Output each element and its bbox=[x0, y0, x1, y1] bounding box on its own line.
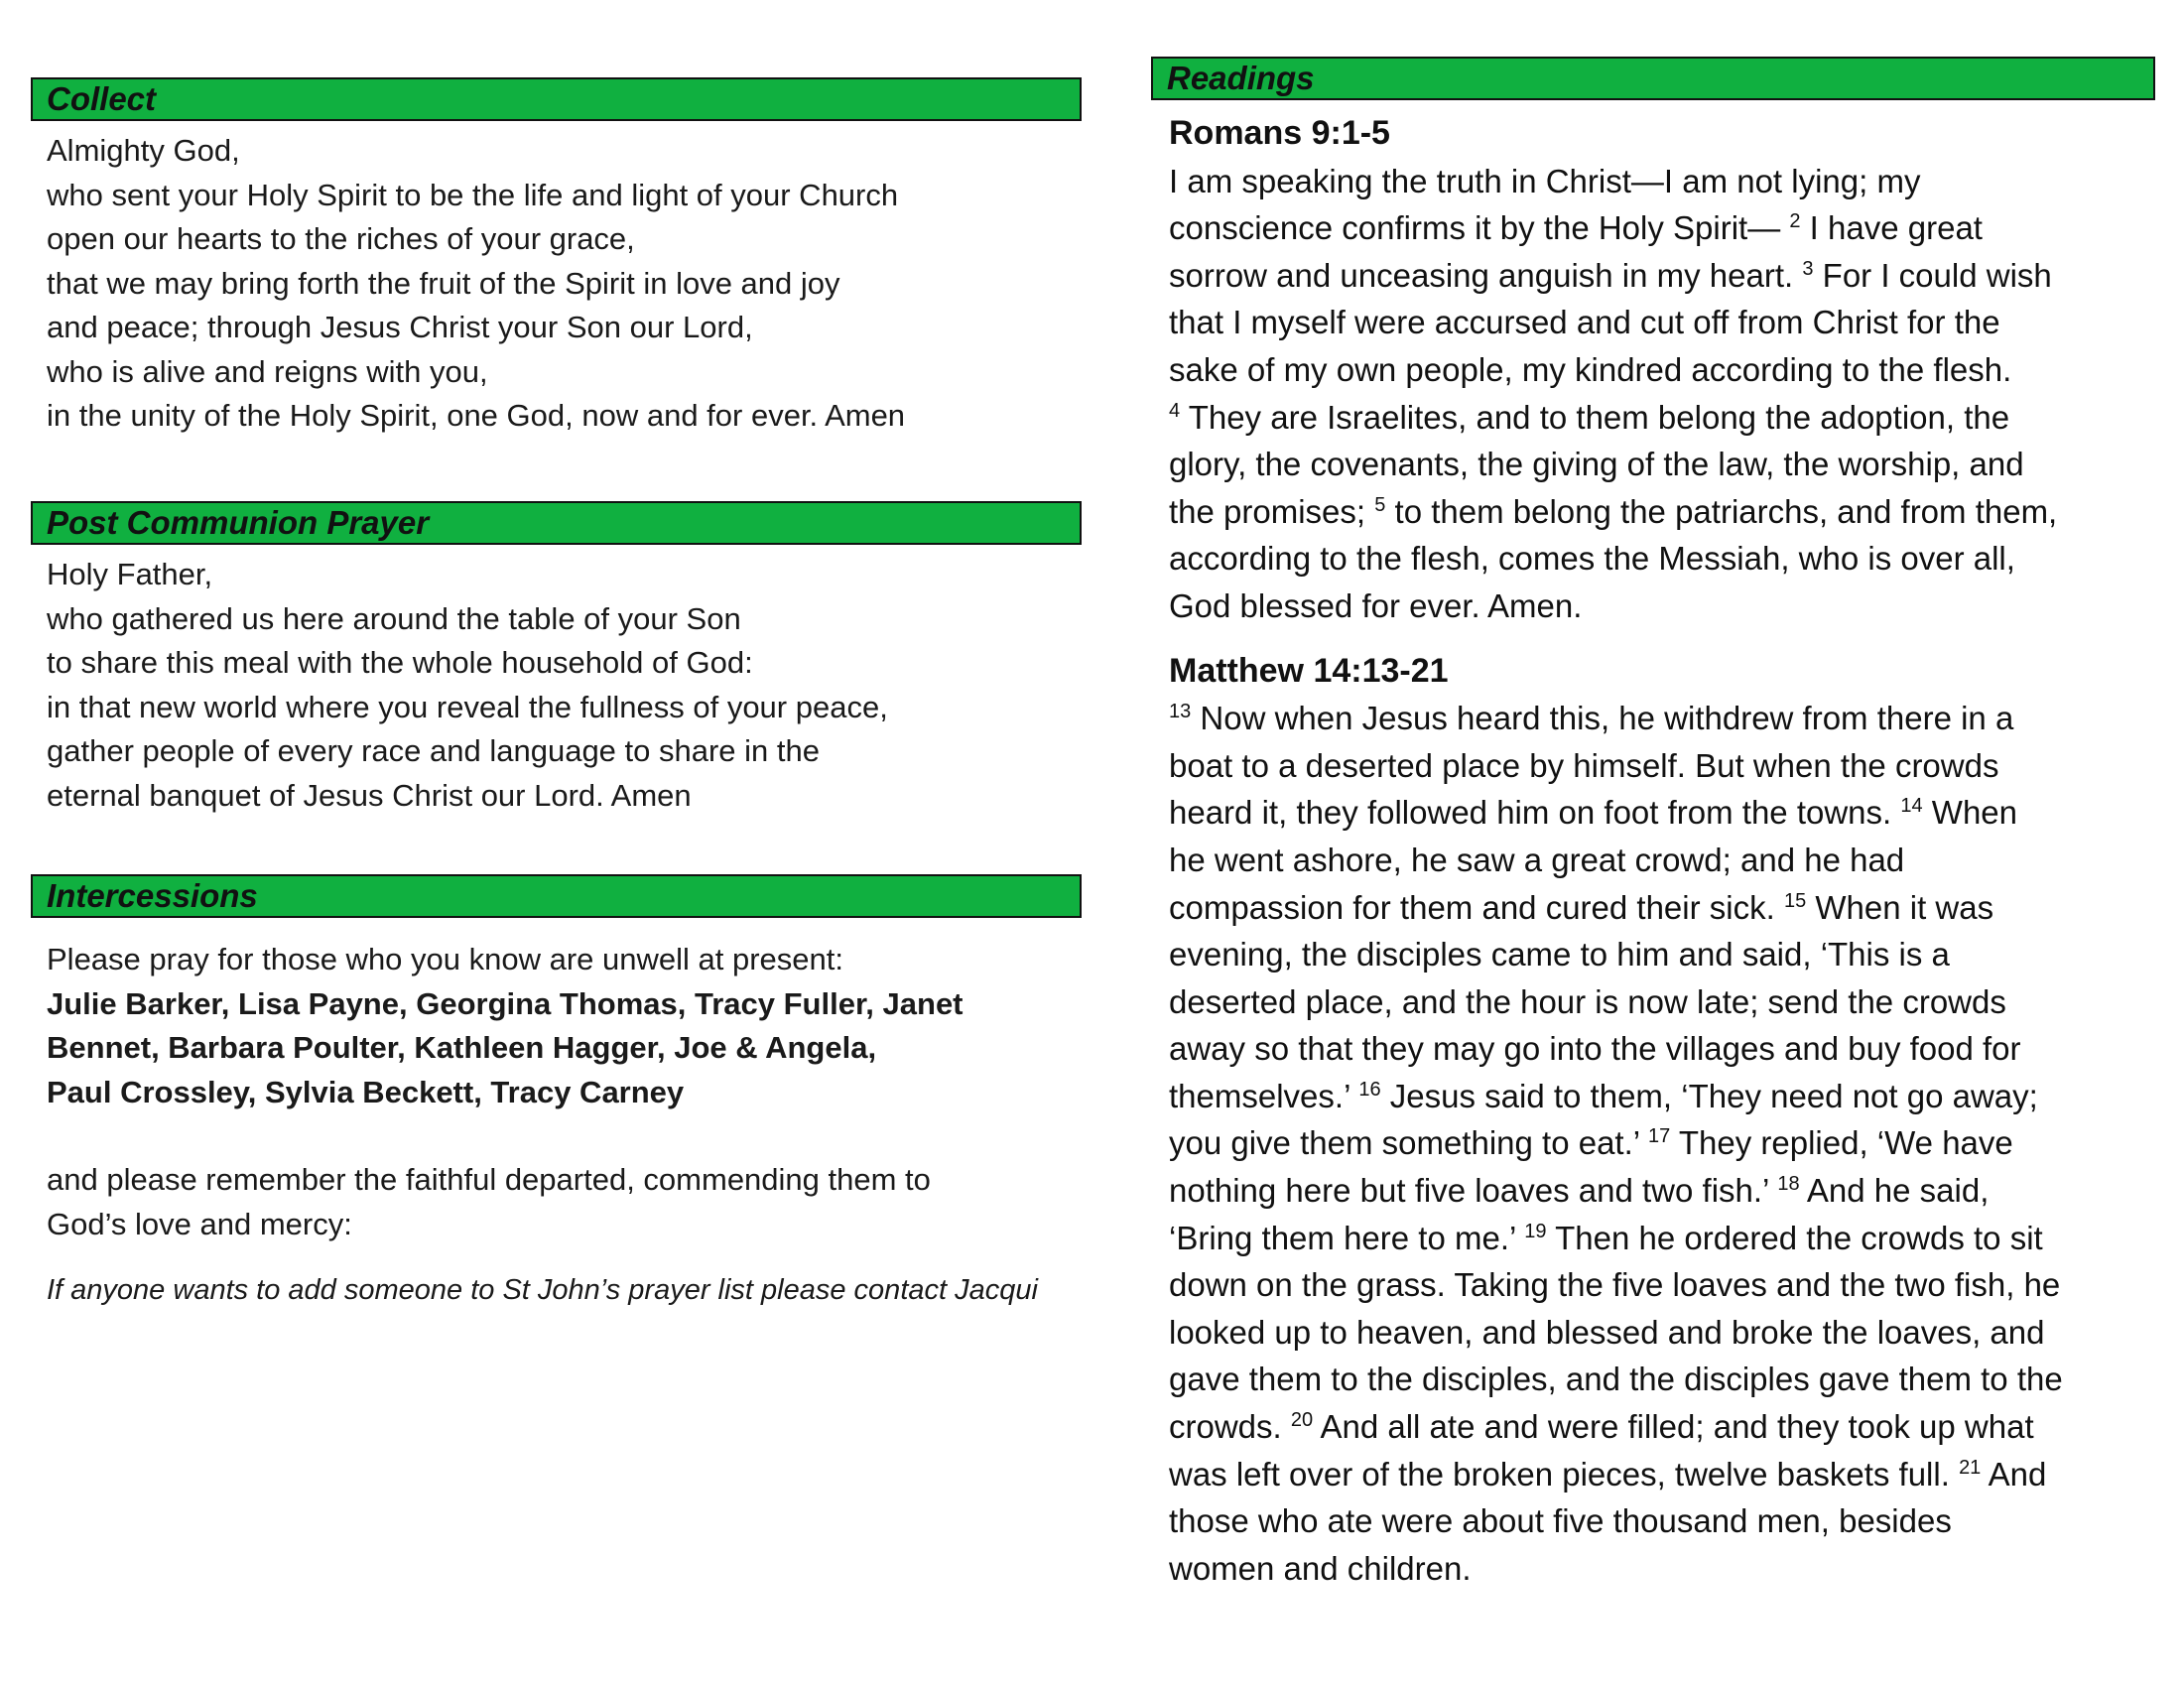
verse-text: Now when Jesus heard this, he withdrew from there in a bbox=[1191, 700, 2014, 737]
intercessions-intro: Please pray for those who you know are unwell at present: bbox=[47, 942, 844, 976]
matthew-line bbox=[1169, 837, 2155, 884]
verse-number: 2 bbox=[1789, 210, 1801, 233]
verse-text: They replied, ‘We have bbox=[1670, 1124, 2013, 1162]
collect-line: in the unity of the Holy Spirit, one God, now and for ever. Amen bbox=[47, 398, 906, 433]
verse-text: evening, the disciples came to him and said, ‘This is a bbox=[1169, 936, 1950, 974]
post-communion-line: to share this meal with the whole household of God: bbox=[47, 645, 753, 680]
matthew-line bbox=[1169, 1497, 2155, 1545]
matthew-line bbox=[1169, 695, 2155, 742]
verse-text: sake of my own people, my kindred according to the flesh. bbox=[1169, 350, 2012, 388]
romans-line bbox=[1169, 394, 2155, 442]
verse-text: those who ate were about five thousand men, besides bbox=[1169, 1502, 1952, 1540]
collect-line: Almighty God, bbox=[47, 133, 240, 168]
intercessions-names-line: Julie Barker, Lisa Payne, Georgina Thomas, Tracy Fuller, Janet bbox=[47, 985, 964, 1021]
matthew-line bbox=[1169, 1073, 2155, 1120]
readings-section bbox=[1151, 57, 2155, 1592]
verse-text: away so that they may go into the villages and buy food for bbox=[1169, 1030, 2021, 1068]
verse-text: Jesus said to them, ‘They need not go away; bbox=[1380, 1077, 2038, 1114]
verse-number: 5 bbox=[1374, 493, 1386, 516]
collect-text bbox=[31, 129, 1082, 439]
verse-text: boat to a deserted place by himself. But when the crowds bbox=[1169, 746, 1999, 784]
verse-text: you give them something to eat.’ bbox=[1169, 1124, 1649, 1162]
post-communion-line: who gathered us here around the table of your Son bbox=[47, 600, 741, 636]
verse-text: nothing here but five loaves and two fish.’ bbox=[1169, 1172, 1778, 1210]
matthew-line bbox=[1169, 931, 2155, 978]
verse-text: God blessed for ever. Amen. bbox=[1169, 586, 1583, 624]
intercessions-text bbox=[31, 938, 1082, 1313]
post-communion-section bbox=[31, 501, 1082, 818]
collect-line: who is alive and reigns with you, bbox=[47, 353, 488, 389]
verse-text: ‘Bring them here to me.’ bbox=[1169, 1219, 1525, 1256]
intercessions-section bbox=[31, 874, 1082, 1313]
post-communion-text bbox=[31, 553, 1082, 818]
romans-line bbox=[1169, 441, 2155, 488]
spacer bbox=[47, 1114, 1082, 1158]
romans-line bbox=[1169, 346, 2155, 394]
verse-text: to them belong the patriarchs, and from them, bbox=[1385, 492, 2058, 530]
verse-text: deserted place, and the hour is now late; send the crowds bbox=[1169, 982, 2006, 1020]
verse-text: gave them to the disciples, and the disciples gave them to the bbox=[1169, 1361, 2063, 1398]
verse-text: that I myself were accursed and cut off from Christ for the bbox=[1169, 304, 2000, 341]
verse-text: women and children. bbox=[1169, 1549, 1472, 1587]
post-communion-line: Holy Father, bbox=[47, 557, 213, 591]
post-communion-line: in that new world where you reveal the fullness of your peace, bbox=[47, 689, 888, 724]
intercessions-names-line: Bennet, Barbara Poulter, Kathleen Hagger, Joe & Angela, bbox=[47, 1030, 877, 1065]
verse-number: 21 bbox=[1959, 1456, 1982, 1479]
post-communion-header: Post Communion Prayer bbox=[31, 501, 1082, 545]
verse-text: he went ashore, he saw a great crowd; and he had bbox=[1169, 841, 1905, 878]
matthew-line bbox=[1169, 1119, 2155, 1167]
romans-line bbox=[1169, 583, 2155, 630]
verse-number: 18 bbox=[1777, 1173, 1800, 1196]
matthew-passage bbox=[1169, 695, 2155, 1592]
verse-number: 19 bbox=[1524, 1220, 1547, 1242]
matthew-line bbox=[1169, 1309, 2155, 1357]
verse-text: looked up to heaven, and blessed and broke the loaves, and bbox=[1169, 1313, 2045, 1351]
matthew-line bbox=[1169, 1356, 2155, 1403]
verse-text: glory, the covenants, the giving of the law, the worship, and bbox=[1169, 446, 2024, 483]
verse-text: I have great bbox=[1800, 209, 1983, 247]
collect-line: open our hearts to the riches of your grace, bbox=[47, 221, 635, 256]
romans-line bbox=[1169, 158, 2155, 205]
intercessions-departed-line: God’s love and mercy: bbox=[47, 1206, 352, 1241]
verse-text: sorrow and unceasing anguish in my heart. bbox=[1169, 256, 1803, 294]
verse-text: themselves.’ bbox=[1169, 1077, 1359, 1114]
verse-number: 17 bbox=[1648, 1125, 1671, 1148]
romans-passage bbox=[1169, 158, 2155, 630]
verse-text: I am speaking the truth in Christ—I am not lying; my bbox=[1169, 162, 1921, 199]
intercessions-departed-line: and please remember the faithful departed, commending them to bbox=[47, 1162, 931, 1197]
readings-header: Readings bbox=[1151, 57, 2155, 100]
romans-line bbox=[1169, 252, 2155, 300]
verse-text: heard it, they followed him on foot from the towns. bbox=[1169, 794, 1901, 832]
post-communion-line: eternal banquet of Jesus Christ our Lord. Amen bbox=[47, 777, 692, 813]
romans-line bbox=[1169, 488, 2155, 536]
verse-text: Then he ordered the crowds to sit bbox=[1546, 1219, 2043, 1256]
romans-line bbox=[1169, 299, 2155, 346]
verse-number: 4 bbox=[1169, 399, 1181, 422]
verse-text: And bbox=[1981, 1455, 2047, 1493]
matthew-line bbox=[1169, 978, 2155, 1026]
matthew-line bbox=[1169, 742, 2155, 790]
collect-header: Collect bbox=[31, 77, 1082, 121]
romans-line bbox=[1169, 535, 2155, 583]
verse-number: 20 bbox=[1290, 1409, 1314, 1432]
intercessions-names-line: Paul Crossley, Sylvia Beckett, Tracy Carney bbox=[47, 1074, 685, 1109]
verse-text: according to the flesh, comes the Messiah, who is over all, bbox=[1169, 540, 2015, 578]
collect-line: who sent your Holy Spirit to be the life and light of your Church bbox=[47, 177, 899, 212]
collect-section bbox=[31, 77, 1082, 439]
matthew-line bbox=[1169, 1167, 2155, 1215]
collect-line: that we may bring forth the fruit of the Spirit in love and joy bbox=[47, 265, 840, 301]
verse-number: 3 bbox=[1802, 257, 1814, 280]
intercessions-header: Intercessions bbox=[31, 874, 1082, 918]
romans-line bbox=[1169, 204, 2155, 252]
verse-text: the promises; bbox=[1169, 492, 1375, 530]
verse-text: When it was bbox=[1806, 888, 1994, 926]
readings-text bbox=[1151, 110, 2155, 1592]
verse-text: And all ate and were filled; and they took up what bbox=[1313, 1408, 2034, 1446]
verse-text: crowds. bbox=[1169, 1408, 1291, 1446]
matthew-line bbox=[1169, 1451, 2155, 1498]
verse-text: When bbox=[1922, 794, 2018, 832]
matthew-line bbox=[1169, 1261, 2155, 1309]
matthew-line bbox=[1169, 884, 2155, 932]
verse-text: conscience confirms it by the Holy Spirit— bbox=[1169, 209, 1790, 247]
matthew-reference: Matthew 14:13-21 bbox=[1169, 651, 1449, 690]
verse-text: For I could wish bbox=[1813, 256, 2052, 294]
romans-reference: Romans 9:1-5 bbox=[1169, 114, 1390, 152]
matthew-line bbox=[1169, 1215, 2155, 1262]
verse-text: down on the grass. Taking the five loaves and the two fish, he bbox=[1169, 1266, 2061, 1304]
verse-number: 14 bbox=[1900, 795, 1923, 818]
verse-text: They are Israelites, and to them belong the adoption, the bbox=[1180, 398, 2010, 436]
post-communion-line: gather people of every race and language to share in the bbox=[47, 733, 820, 768]
matthew-line bbox=[1169, 1403, 2155, 1451]
verse-text: And he said, bbox=[1799, 1172, 1990, 1210]
matthew-line bbox=[1169, 1025, 2155, 1073]
verse-number: 16 bbox=[1358, 1078, 1381, 1101]
verse-text: compassion for them and cured their sick. bbox=[1169, 888, 1784, 926]
collect-line: and peace; through Jesus Christ your Son our Lord, bbox=[47, 310, 753, 344]
verse-number: 13 bbox=[1169, 701, 1192, 723]
verse-number: 15 bbox=[1783, 889, 1807, 912]
matthew-line bbox=[1169, 1545, 2155, 1593]
matthew-line bbox=[1169, 789, 2155, 837]
prayer-list-note: If anyone wants to add someone to St John’s prayer list please contact Jacqui bbox=[47, 1274, 1038, 1306]
verse-text: was left over of the broken pieces, twelve baskets full. bbox=[1169, 1455, 1960, 1493]
